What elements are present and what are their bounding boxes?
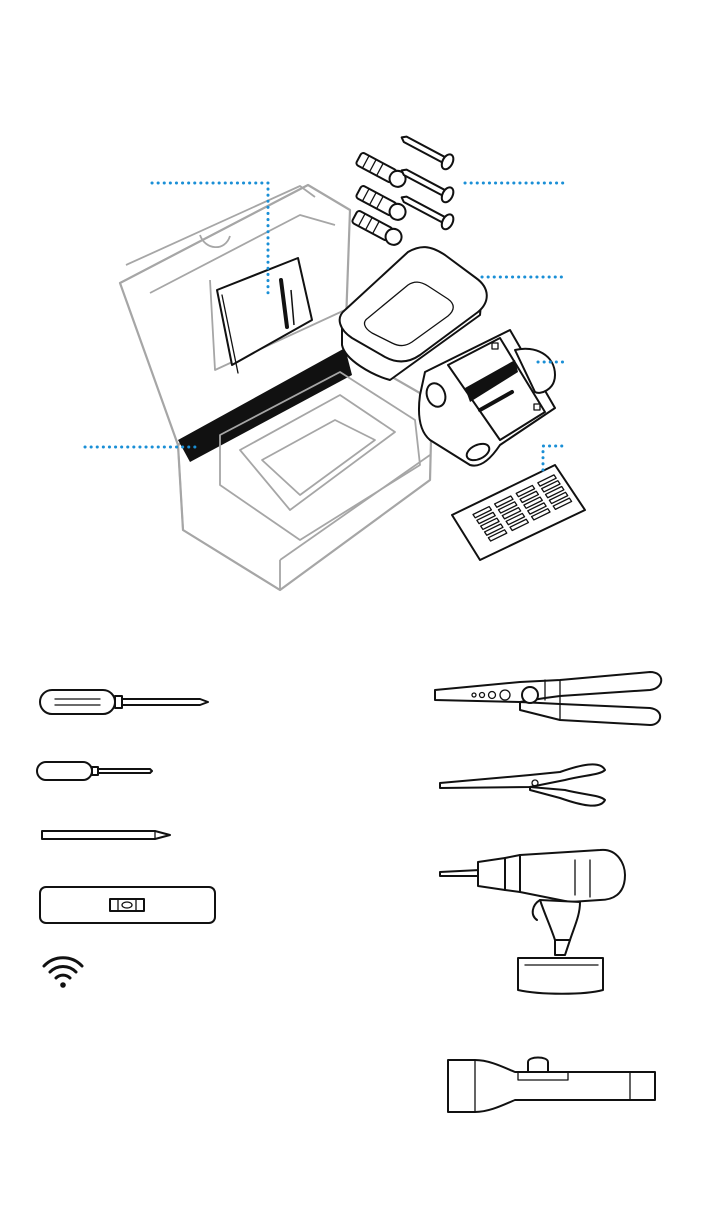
power-drill-icon <box>440 850 625 994</box>
pencil-icon <box>42 831 170 839</box>
flashlight-icon <box>448 1058 655 1113</box>
wire-labels-sheet-icon <box>452 465 585 560</box>
spirit-level-icon <box>40 887 215 923</box>
wire-stripper-icon <box>435 672 661 725</box>
needle-nose-pliers-icon <box>440 764 605 805</box>
open-box-icon <box>120 185 432 590</box>
wifi-icon <box>44 958 82 988</box>
wall-anchors-and-screws-icon <box>351 130 456 247</box>
phillips-screwdriver-icon <box>40 690 208 714</box>
flathead-screwdriver-icon <box>37 762 152 780</box>
mounting-base-plate-icon <box>419 330 555 466</box>
